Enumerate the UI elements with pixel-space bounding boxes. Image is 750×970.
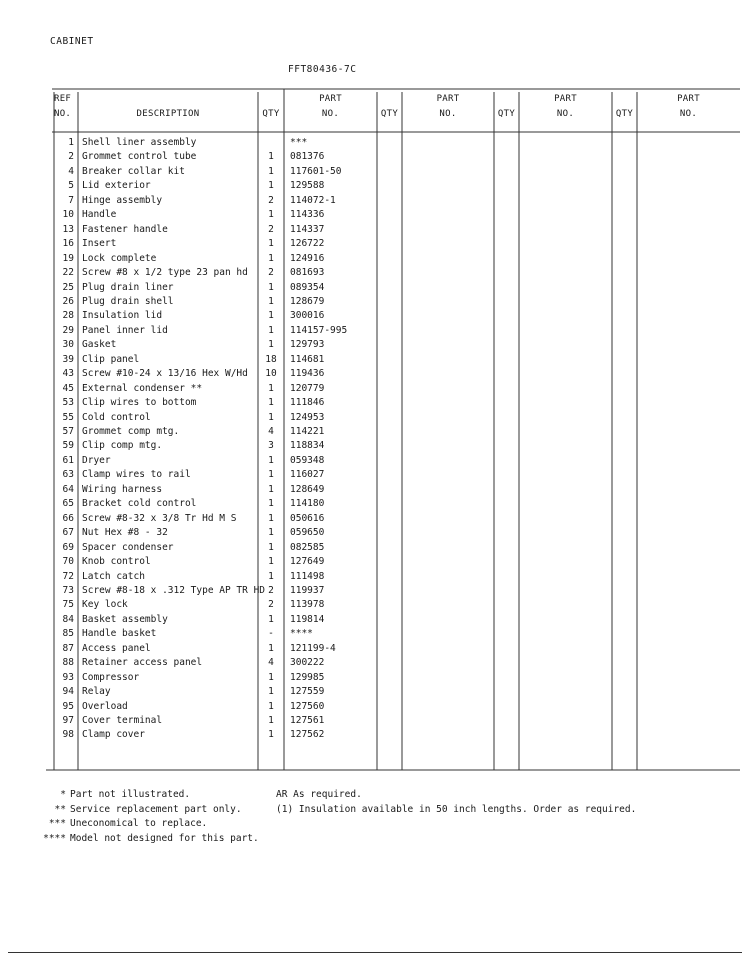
ref-cell: 29 [62, 324, 74, 336]
description-cell: Lock complete [82, 252, 157, 264]
part-number-cell: 119814 [290, 613, 325, 625]
table-row [0, 238, 750, 253]
table-row [0, 151, 750, 166]
part-number-cell: 127562 [290, 729, 325, 741]
table-row [0, 383, 750, 398]
ref-cell: 66 [62, 512, 74, 524]
part-number-cell: 059650 [290, 527, 325, 539]
description-cell: Clip panel [82, 353, 140, 365]
part-number-cell: 127561 [290, 715, 325, 726]
table-row [0, 542, 750, 557]
ref-cell: 2 [68, 151, 74, 163]
description-cell: Overload [82, 700, 128, 712]
description-cell: Grommet control tube [82, 151, 197, 163]
table-row [0, 571, 750, 586]
part-number-cell: 129588 [290, 180, 325, 192]
table-row [0, 325, 750, 340]
table-row [0, 628, 750, 643]
table-row [0, 310, 750, 325]
description-cell: Clip comp mtg. [82, 440, 163, 452]
qty-cell: 1 [268, 295, 274, 307]
ref-cell: 10 [62, 209, 74, 221]
part-number-cell: 050616 [290, 512, 325, 524]
footnote-text: Part not illustrated. [70, 789, 191, 800]
footnote-mark: *** [48, 818, 66, 829]
qty-cell: 1 [268, 165, 274, 177]
description-cell: Hinge assembly [82, 194, 163, 206]
bottom-rule [8, 952, 742, 953]
qty-cell: 4 [268, 426, 274, 437]
part-header-no-2: NO. [439, 109, 457, 119]
qty-cell: 1 [268, 700, 274, 712]
description-cell: Latch catch [82, 570, 145, 582]
table-row [0, 715, 750, 730]
qty-cell: 3 [268, 440, 274, 452]
ref-cell: 98 [62, 729, 74, 741]
ref-cell: 19 [62, 252, 74, 264]
description-cell: Basket assembly [82, 613, 168, 625]
table-row [0, 498, 750, 513]
description-cell: Retainer access panel [82, 657, 203, 669]
ref-cell: 59 [62, 440, 74, 452]
model-number: FFT80436-7C [288, 64, 357, 75]
qty-header-3: QTY [497, 109, 516, 119]
table-row [0, 426, 750, 441]
description-cell: Clip wires to bottom [82, 397, 197, 409]
part-number-cell: 114221 [290, 426, 325, 437]
description-cell: Insulation lid [82, 310, 163, 322]
qty-header: QTY [262, 109, 280, 119]
ref-cell: 61 [62, 454, 74, 466]
part-number-cell: 124953 [290, 411, 325, 423]
qty-cell: 1 [268, 411, 274, 423]
table-row [0, 527, 750, 542]
table-row [0, 657, 750, 672]
part-header-2: PART [436, 94, 460, 104]
description-cell: Access panel [82, 642, 151, 654]
qty-cell: 1 [268, 324, 274, 336]
description-cell: Shell liner assembly [82, 137, 197, 148]
description-cell: Cold control [82, 411, 151, 423]
description-cell: Cover terminal [82, 715, 163, 726]
table-row [0, 137, 750, 152]
part-number-cell: 059348 [290, 454, 325, 466]
table-row [0, 455, 750, 470]
table-row [0, 267, 750, 282]
qty-header-2: QTY [380, 109, 399, 119]
qty-cell: 2 [268, 267, 274, 279]
ref-cell: 25 [62, 281, 74, 293]
table-row [0, 354, 750, 369]
ref-cell: 63 [62, 469, 74, 481]
ref-cell: 97 [62, 715, 74, 726]
ref-cell: 30 [62, 339, 74, 351]
description-cell: External condenser ** [82, 382, 203, 394]
table-row [0, 672, 750, 687]
part-header-no-3: NO. [556, 109, 575, 119]
qty-cell: 1 [268, 151, 274, 163]
qty-cell: 1 [268, 556, 274, 568]
description-cell: Handle basket [82, 628, 157, 640]
part-number-cell: 081376 [290, 151, 325, 163]
ref-cell: 65 [62, 498, 74, 510]
table-row [0, 643, 750, 658]
part-number-cell: 128649 [290, 483, 325, 495]
part-number-cell: 129793 [290, 339, 325, 351]
table-row [0, 180, 750, 195]
part-number-cell: 127560 [290, 700, 325, 712]
table-row [0, 224, 750, 239]
qty-cell: 1 [268, 180, 274, 192]
footnote-text: Model not designed for this part. [70, 832, 259, 844]
part-number-cell: 111498 [290, 570, 325, 582]
footnote-right-text: AR As required. [276, 789, 362, 800]
ref-cell: 7 [68, 194, 74, 206]
ref-cell: 70 [62, 556, 74, 568]
qty-cell: 1 [268, 397, 274, 409]
ref-cell: 28 [62, 310, 74, 322]
ref-cell: 43 [62, 368, 74, 380]
section-title: CABINET [50, 36, 94, 47]
qty-cell: 1 [268, 310, 274, 322]
ref-cell: 4 [68, 165, 74, 177]
description-cell: Dryer [82, 454, 111, 466]
ref-cell: 85 [62, 628, 74, 640]
part-number-cell: 300222 [290, 657, 325, 669]
table-row [0, 339, 750, 354]
part-number-cell: **** [290, 628, 313, 640]
qty-cell: 1 [268, 454, 274, 466]
part-number-cell: 114681 [290, 353, 325, 365]
qty-cell: 1 [268, 613, 274, 625]
qty-cell: 1 [268, 498, 274, 510]
table-row [0, 166, 750, 181]
description-cell: Insert [82, 238, 117, 250]
footnote-mark: **** [43, 832, 66, 844]
footnote-text: Uneconomical to replace. [70, 818, 208, 829]
part-number-cell: 089354 [290, 281, 325, 293]
ref-cell: 1 [68, 137, 74, 148]
table-row [0, 469, 750, 484]
ref-cell: 13 [62, 223, 74, 235]
qty-cell: 1 [268, 382, 274, 394]
description-cell: Knob control [82, 556, 151, 568]
description-cell: Breaker collar kit [82, 165, 185, 177]
qty-header-4: QTY [615, 109, 634, 119]
table-row [0, 686, 750, 701]
qty-cell: 1 [268, 527, 274, 539]
ref-cell: 94 [62, 686, 74, 698]
qty-cell: 1 [268, 729, 274, 741]
table-row [0, 397, 750, 412]
qty-cell: 1 [268, 238, 274, 250]
part-number-cell: 114180 [290, 498, 325, 510]
part-header-no-4: NO. [679, 109, 698, 119]
description-cell: Handle [82, 209, 117, 221]
description-cell: Lid exterior [82, 180, 151, 192]
part-header-3: PART [554, 94, 577, 104]
ref-cell: 45 [62, 382, 74, 394]
qty-cell: 1 [268, 339, 274, 351]
description-cell: Panel inner lid [82, 324, 168, 336]
qty-cell: 2 [268, 584, 274, 596]
description-cell: Relay [82, 686, 111, 698]
ref-header: REF [54, 94, 72, 104]
part-number-cell: 119436 [290, 368, 325, 380]
qty-cell: 2 [268, 223, 274, 235]
description-cell: Compressor [82, 671, 140, 683]
table-row [0, 209, 750, 224]
table-row [0, 513, 750, 528]
ref-cell: 87 [62, 642, 74, 654]
table-row [0, 614, 750, 629]
qty-cell: 1 [268, 686, 274, 698]
part-header-4: PART [677, 94, 700, 104]
qty-cell: 1 [268, 281, 274, 293]
ref-cell: 22 [62, 267, 74, 279]
description-cell: Screw #8-32 x 3/8 Tr Hd M S [82, 512, 237, 524]
table-row [0, 368, 750, 383]
part-number-cell: 114336 [290, 209, 325, 221]
ref-cell: 64 [62, 483, 74, 495]
qty-cell: 2 [268, 194, 274, 206]
description-cell: Clamp wires to rail [82, 469, 191, 481]
qty-cell: 1 [268, 570, 274, 582]
qty-cell: 1 [268, 252, 274, 264]
part-header: PART [319, 94, 342, 104]
table-row [0, 412, 750, 427]
description-cell: Grommet comp mtg. [82, 426, 180, 437]
part-number-cell: 082585 [290, 541, 325, 553]
part-number-cell: 120779 [290, 382, 325, 394]
part-number-cell: 117601-50 [290, 165, 342, 177]
description-cell: Plug drain shell [82, 295, 174, 307]
qty-cell: 1 [268, 715, 274, 726]
part-number-cell: 114072-1 [290, 194, 336, 206]
ref-cell: 84 [62, 613, 74, 625]
part-number-cell: 127559 [290, 686, 325, 698]
description-cell: Screw #8 x 1/2 type 23 pan hd [82, 267, 248, 279]
description-cell: Screw #10-24 x 13/16 Hex W/Hd [82, 368, 248, 380]
qty-cell: 1 [268, 469, 274, 481]
part-number-cell: 114157-995 [290, 324, 348, 336]
part-number-cell: 300016 [290, 310, 325, 322]
qty-cell: 1 [268, 671, 274, 683]
ref-cell: 53 [62, 397, 74, 409]
table-row [0, 599, 750, 614]
table-row [0, 729, 750, 744]
table-row [0, 556, 750, 571]
part-number-cell: 124916 [290, 252, 325, 264]
description-cell: Fastener handle [82, 223, 168, 235]
ref-cell: 69 [62, 541, 74, 553]
table-row [0, 440, 750, 455]
footnote-mark: ** [54, 803, 66, 815]
part-number-cell: *** [290, 137, 308, 148]
description-cell: Screw #8-18 x .312 Type AP TR HD [82, 584, 266, 596]
part-number-cell: 116027 [290, 469, 325, 481]
qty-cell: 18 [265, 353, 277, 365]
part-number-cell: 129985 [290, 671, 325, 683]
part-number-cell: 119937 [290, 584, 325, 596]
footnote-text: Service replacement part only. [70, 803, 242, 815]
table-row [0, 701, 750, 716]
ref-cell: 55 [62, 411, 74, 423]
part-number-cell: 114337 [290, 223, 325, 235]
ref-cell: 93 [62, 671, 74, 683]
part-number-cell: 121199-4 [290, 642, 336, 654]
ref-cell: 75 [62, 599, 74, 611]
description-cell: Nut Hex #8 - 32 [82, 527, 168, 539]
ref-cell: 88 [62, 657, 74, 669]
description-cell: Clamp cover [82, 729, 145, 741]
part-header-no: NO. [321, 109, 340, 119]
table-row [0, 484, 750, 499]
ref-header-no: NO. [54, 109, 72, 119]
ref-cell: 67 [62, 527, 74, 539]
description-cell: Gasket [82, 339, 117, 351]
table-row [0, 585, 750, 600]
part-number-cell: 128679 [290, 295, 325, 307]
ref-cell: 5 [68, 180, 74, 192]
ref-cell: 39 [62, 353, 74, 365]
qty-cell: 2 [268, 599, 274, 611]
qty-cell: 1 [268, 642, 274, 654]
ref-cell: 72 [62, 570, 74, 582]
ref-cell: 16 [62, 238, 74, 250]
ref-cell: 95 [62, 700, 74, 712]
part-number-cell: 127649 [290, 556, 325, 568]
ref-cell: 73 [62, 584, 74, 596]
qty-cell: 1 [268, 483, 274, 495]
description-cell: Wiring harness [82, 483, 163, 495]
part-number-cell: 118834 [290, 440, 325, 452]
description-header: DESCRIPTION [136, 109, 200, 119]
table-row [0, 296, 750, 311]
qty-cell: 1 [268, 541, 274, 553]
qty-cell: 1 [268, 512, 274, 524]
qty-cell: 1 [268, 209, 274, 221]
part-number-cell: 126722 [290, 238, 325, 250]
part-number-cell: 111846 [290, 397, 325, 409]
ref-cell: 26 [62, 295, 74, 307]
description-cell: Spacer condenser [82, 541, 174, 553]
description-cell: Plug drain liner [82, 281, 174, 293]
description-cell: Bracket cold control [82, 498, 197, 510]
footnote-mark: * [60, 789, 66, 800]
ref-cell: 57 [62, 426, 74, 437]
part-number-cell: 081693 [290, 267, 325, 279]
part-number-cell: 113978 [290, 599, 325, 611]
qty-cell: 10 [265, 368, 277, 380]
table-row [0, 282, 750, 297]
qty-cell: - [268, 628, 274, 640]
footnote-right-text: (1) Insulation available in 50 inch lengths. Order as required. [276, 803, 637, 815]
table-row [0, 195, 750, 210]
qty-cell: 4 [268, 657, 274, 669]
table-row [0, 253, 750, 268]
description-cell: Key lock [82, 599, 128, 611]
